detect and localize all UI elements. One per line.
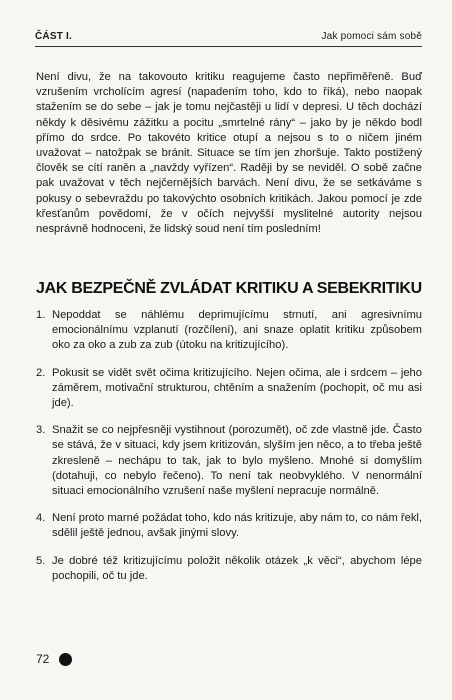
list-item-number: 4.	[36, 512, 46, 525]
list-item-text: Je dobré též kritizujícímu položit několik otázek „k věci“, abychom lépe pochopili, oč tu jde.	[52, 554, 422, 582]
advice-list	[36, 308, 422, 596]
list-item-number: 3.	[36, 424, 46, 437]
section-heading: JAK BEZPEČNĚ ZVLÁDAT KRITIKU A SEBEKRITIKU	[36, 280, 422, 297]
page-footer	[36, 652, 72, 666]
list-item	[36, 511, 422, 541]
page-number: 72	[36, 652, 50, 666]
header-part-label: ČÁST I.	[35, 31, 72, 42]
list-item	[36, 423, 422, 499]
list-item-text: Pokusit se vidět svět očima kritizujícího. Nejen očima, ale i srdcem – jeho záměrem, motivační strukturou, chtěním a snažením (pochopit, oč mu asi jde).	[52, 366, 422, 410]
list-item-number: 2.	[36, 366, 46, 379]
list-item-text: Není proto marné požádat toho, kdo nás kritizuje, aby nám to, co nám řekl, sdělil ještě jednou, avšak jinými slovy.	[52, 512, 423, 540]
list-item-text: Nepoddat se náhlému deprimujícímu strnutí, ani agresivnímu emocionálnímu vzplanutí (rozčílení), ani snaze oplatit kritiku způsobem oko za oko a zub za zub (útoku na kritizujícího).	[52, 309, 422, 352]
header-rule	[35, 46, 422, 47]
publisher-dot-icon	[59, 653, 72, 666]
list-item-text: Snažit se co nejpřesněji vystihnout (porozumět), oč zde vlastně jde. Často se stává, že v situaci, kdy jsem kritizován, slyším jen něco, a to třeba ještě zkresleně – nechápu to tak, jak to bylo myšleno. Mnohé si domyšlím (dotahuji, co nebylo řečeno). To není tak neobvyklého. V nenormální situaci emocionálního vzrušení naše myšlení nepracuje normálně.	[52, 424, 422, 498]
list-item	[36, 366, 422, 412]
list-item-number: 1.	[36, 309, 46, 321]
header-chapter-title: Jak pomoci sám sobě	[321, 31, 422, 42]
list-item-number: 5.	[36, 554, 46, 567]
list-item	[36, 554, 422, 584]
intro-paragraph: Není divu, že na takovouto kritiku reagujeme často nepřiměřeně. Buď vzrušením vrcholícím agresí (napadením toho, kdo to říká), nebo naopak stažením se do sebe – jak je tomu nejčastěji u lidí v depresi. U těch dochází někdy k děsivému zážitku a pocitu „smrtelné rány“ – jako by je někdo bodl přímo do srdce. Po takovéto kritice otupí a nejsou s to o ničem jiném uvažovat – natožpak se bránit. Situace se tím jen zhoršuje. Takto postižený člověk se cítí raněn a „navždy vyřízen“. Raději by se neviděl. O sobě začne pak uvažovat v těch nejčernějších barvách. Není divu, že se setkáváme s pokusy o sebevraždu po takovýchto osobních kritikách. Jakou pomocí je zde křesťanům povědomí, že v očích nejvyšší myslitelné autority nejsou nesprávně hodnoceni, že lidský soud není tím posledním!	[36, 71, 422, 236]
body-text	[36, 70, 422, 237]
list-item	[36, 308, 422, 354]
running-header	[35, 31, 422, 42]
